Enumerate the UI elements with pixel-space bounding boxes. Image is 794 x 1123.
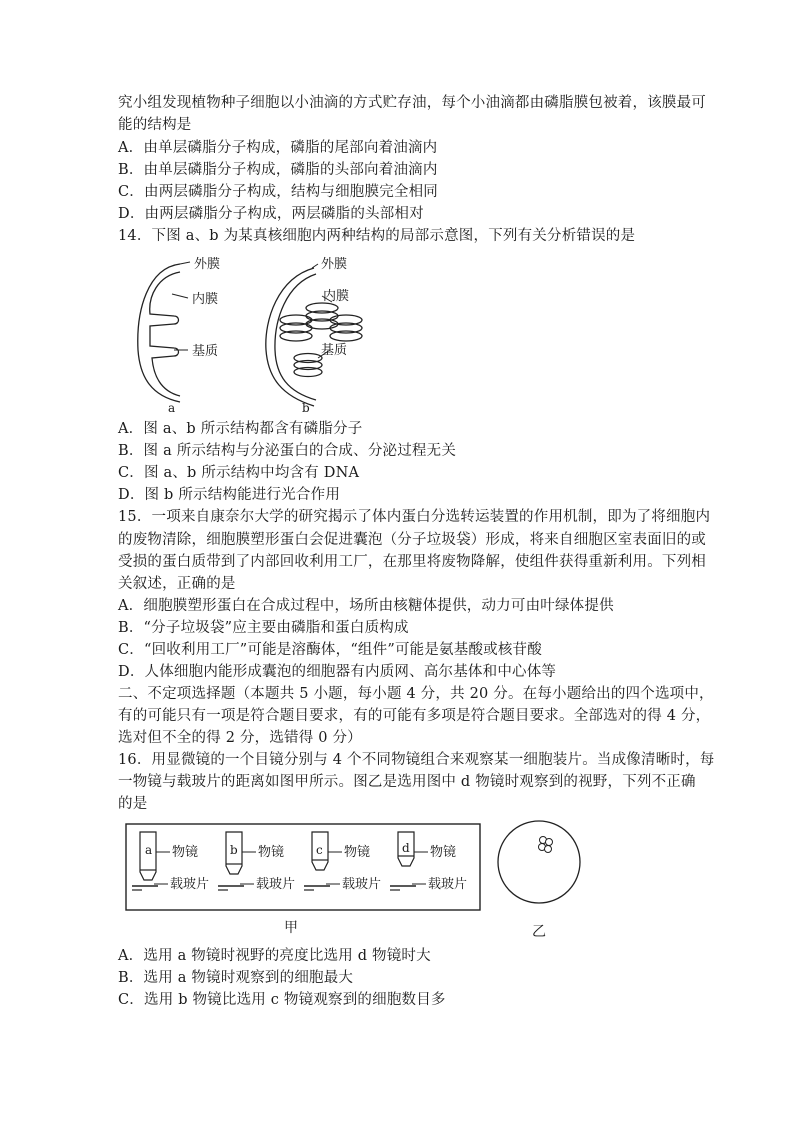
objective-a-slide-label: 载玻片 xyxy=(170,877,210,892)
fig-b-inner-membrane-label: 内膜 xyxy=(323,289,350,304)
q14-stem: 14．下图 a、b 为某真核细胞内两种结构的局部示意图，下列有关分析错误的是 xyxy=(118,228,636,244)
q14-option-b: B．图 a 所示结构与分泌蛋白的合成、分泌过程无关 xyxy=(118,443,457,459)
section2-instructions-line-1: 二、不定项选择题（本题共 5 小题，每小题 4 分，共 20 分。在每小题给出的四个选项中， xyxy=(118,686,714,702)
q13-option-c: C．由两层磷脂分子构成，结构与细胞膜完全相同 xyxy=(118,184,438,200)
q16-stem-line-3: 的是 xyxy=(118,796,148,812)
q16-microscope-figure xyxy=(118,818,588,946)
field-of-view-circle xyxy=(498,821,580,903)
fig-jia-caption: 甲 xyxy=(284,920,298,936)
q16-option-b: B．选用 a 物镜时观察到的细胞最大 xyxy=(118,970,354,986)
fig-yi-caption: 乙 xyxy=(532,924,546,940)
section2-instructions-line-3: 选对但不全的得 2 分，选错得 0 分） xyxy=(118,730,362,746)
objective-d-label: 物镜 xyxy=(430,845,457,860)
q14-organelle-figure xyxy=(118,250,378,418)
fig-a-caption: a xyxy=(168,401,176,415)
q13-option-a: A．由单层磷脂分子构成，磷脂的尾部向着油滴内 xyxy=(118,140,438,156)
q15-option-a: A．细胞膜塑形蛋白在合成过程中，场所由核糖体提供，动力可由叶绿体提供 xyxy=(118,598,614,614)
q15-stem-line-1: 15．一项来自康奈尔大学的研究揭示了体内蛋白分选转运装置的作用机制，即为了将细胞内 xyxy=(118,509,711,525)
mitochondrion-diagram xyxy=(138,264,180,402)
fig-a-matrix-label: 基质 xyxy=(192,344,219,359)
fig-b-matrix-label: 基质 xyxy=(321,343,348,358)
objective-a-letter: a xyxy=(145,843,153,857)
objective-d-letter: d xyxy=(402,841,410,855)
q15-stem-line-4: 关叙述，正确的是 xyxy=(118,576,236,592)
q16-option-a: A．选用 a 物镜时视野的亮度比选用 d 物镜时大 xyxy=(118,948,431,964)
objective-b-slide-label: 载玻片 xyxy=(256,877,296,892)
q15-option-c: C．“回收利用工厂”可能是溶酶体，“组件”可能是氨基酸或核苷酸 xyxy=(118,642,542,658)
objective-c-label: 物镜 xyxy=(344,845,371,860)
objective-c-slide-label: 载玻片 xyxy=(342,877,382,892)
observed-cells xyxy=(539,837,553,853)
objective-a-label: 物镜 xyxy=(172,845,199,860)
q14-option-d: D．图 b 所示结构能进行光合作用 xyxy=(118,487,341,503)
q15-stem-line-2: 的废物清除，细胞膜塑形蛋白会促进囊泡（分子垃圾袋）形成，将来自细胞区室表面旧的或 xyxy=(118,532,706,548)
q13-option-b: B．由单层磷脂分子构成，磷脂的头部向着油滴内 xyxy=(118,162,438,178)
fig-jia-frame xyxy=(126,824,480,910)
q16-option-c: C．选用 b 物镜比选用 c 物镜观察到的细胞数目多 xyxy=(118,992,446,1008)
q16-stem-line-1: 16．用显微镜的一个目镜分别与 4 个不同物镜组合来观察某一细胞装片。当成像清晰时，每 xyxy=(118,752,715,768)
q13-stem-line-1: 究小组发现植物种子细胞以小油滴的方式贮存油，每个小油滴都由磷脂膜包被着，该膜最可 xyxy=(118,95,706,111)
objective-b-letter: b xyxy=(230,843,238,857)
fig-a-inner-membrane-label: 内膜 xyxy=(192,292,219,307)
q13-option-d: D．由两层磷脂分子构成，两层磷脂的头部相对 xyxy=(118,206,424,222)
fig-b-outer-membrane-label: 外膜 xyxy=(321,257,348,272)
q14-option-a: A．图 a、b 所示结构都含有磷脂分子 xyxy=(118,421,363,437)
fig-a-outer-membrane-label: 外膜 xyxy=(194,257,221,272)
objective-b-label: 物镜 xyxy=(258,845,285,860)
objective-a xyxy=(132,832,158,890)
objective-b xyxy=(218,832,244,890)
q15-option-b: B．“分子垃圾袋”应主要由磷脂和蛋白质构成 xyxy=(118,620,409,636)
objective-c xyxy=(304,832,330,890)
objective-c-letter: c xyxy=(316,843,323,857)
q13-stem-line-2: 能的结构是 xyxy=(118,117,192,133)
objective-d-slide-label: 载玻片 xyxy=(428,877,468,892)
q14-option-c: C．图 a、b 所示结构中均含有 DNA xyxy=(118,465,360,481)
q15-option-d: D．人体细胞内能形成囊泡的细胞器有内质网、高尔基体和中心体等 xyxy=(118,664,557,680)
fig-b-caption: b xyxy=(302,401,310,415)
q15-stem-line-3: 受损的蛋白质带到了内部回收利用工厂，在那里将废物降解，使组件获得重新利用。下列相 xyxy=(118,554,706,570)
section2-instructions-line-2: 有的可能只有一项是符合题目要求，有的可能有多项是符合题目要求。全部选对的得 4 分， xyxy=(118,708,711,724)
q16-stem-line-2: 一物镜与载玻片的距离如图甲所示。图乙是选用图中 d 物镜时观察到的视野，下列不正确 xyxy=(118,774,696,790)
